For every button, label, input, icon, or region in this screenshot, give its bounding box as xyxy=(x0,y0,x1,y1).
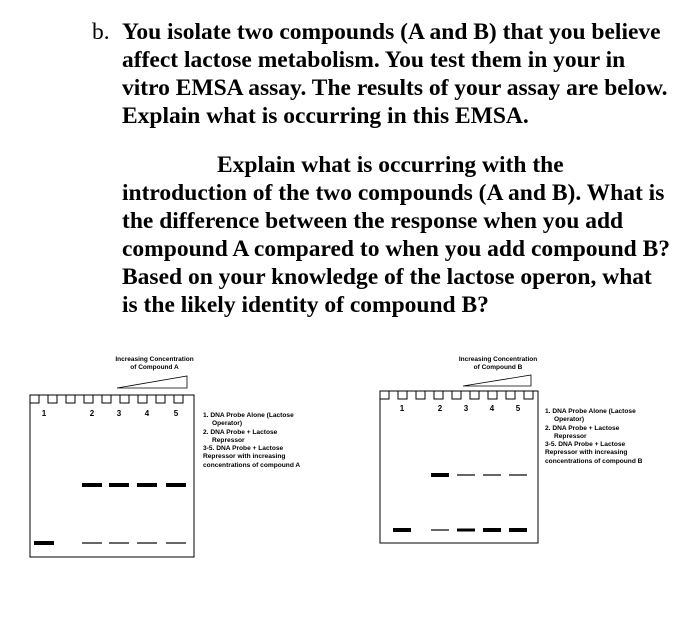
gel-b-lane-number-2: 2 xyxy=(437,404,443,413)
gel-b-free-band-lane-5 xyxy=(509,528,527,532)
gel-b-concentration-wedge xyxy=(463,375,531,386)
gel-b-wells xyxy=(380,391,538,399)
gel-b-shifted-band-lane-3 xyxy=(457,474,475,475)
gel-a-free-band-lane-2 xyxy=(82,542,102,543)
gel-a-lane-number-3: 3 xyxy=(116,409,122,418)
gel-b-lane-number-1: 1 xyxy=(399,404,405,413)
gel-a-legend-item-2: 2. DNA Probe + Lactose xyxy=(203,428,278,436)
gel-a-shifted-band-lane-5 xyxy=(166,483,186,487)
gel-b-legend-item-3: 3-5. DNA Probe + Lactose xyxy=(545,441,626,449)
gel-b-legend-item-1: 1. DNA Probe Alone (Lactose xyxy=(545,408,636,415)
gel-b-free-band-lane-3 xyxy=(457,529,475,532)
gel-b-legend: 1. DNA Probe Alone (Lactose Operator) 2. DNA Probe + Lactose Repressor 3-5. DNA Probe + Lactose Repressor with increasing concentrations of compound B xyxy=(545,408,665,466)
gel-a-concentration-wedge xyxy=(117,376,187,388)
gel-b-lane-number-4: 4 xyxy=(489,404,495,413)
gel-a-free-band-lane-5 xyxy=(166,542,186,543)
gel-a-wells xyxy=(30,395,194,403)
gel-b-legend-item-2: 2. DNA Probe + Lactose xyxy=(545,424,620,432)
question-text-2: Explain what is occurring with the introduction of the two compounds (A and B). What is the difference between the response when you add compound A compared to when you add compound B? Based on your knowledge of the lactose operon, what is the likely identity of compound B? xyxy=(122,152,671,318)
question-text-1: You isolate two compounds (A and B) that you believe affect lactose metabolism. You test them in your in vitro EMSA assay. The results of your assay are below. Explain what is occurring in this EMSA. xyxy=(122,19,668,129)
gel-a-concentration-label: Increasing Concentration of Compound A xyxy=(115,356,194,371)
gel-b-shifted-band-lane-5 xyxy=(509,474,527,475)
gel-b-free-band-lane-4 xyxy=(483,528,501,532)
gel-b-shifted-band-lane-4 xyxy=(483,474,501,475)
gel-b-free-band-lane-1 xyxy=(393,528,411,532)
gel-b-free-band-lane-2 xyxy=(431,529,449,530)
gel-a-shifted-band-lane-4 xyxy=(137,483,157,487)
question-paragraph-1 xyxy=(92,18,672,130)
gel-a-lane-number-4: 4 xyxy=(144,409,150,418)
gel-a-lane-number-5: 5 xyxy=(173,409,179,418)
gel-a-lane-number-1: 1 xyxy=(41,409,47,418)
gel-b-concentration-label: Increasing Concentration of Compound B xyxy=(458,356,538,371)
gel-a-free-band-lane-4 xyxy=(137,542,157,543)
question-paragraph-2 xyxy=(92,151,672,319)
gel-b-frame xyxy=(380,391,538,543)
gel-b-lane-number-5: 5 xyxy=(515,404,521,413)
gel-a-shifted-band-lane-2 xyxy=(82,483,102,487)
gel-a-legend-item-1: 1. DNA Probe Alone (Lactose xyxy=(203,412,294,419)
gel-a-legend: 1. DNA Probe Alone (Lactose Operator) 2. DNA Probe + Lactose Repressor 3-5. DNA Probe + Lactose Repressor with increasing concentrations of compound A xyxy=(203,412,323,470)
question-block xyxy=(92,18,672,319)
gel-a-frame xyxy=(30,395,194,557)
gel-b-lane-number-3: 3 xyxy=(463,404,469,413)
gel-a-legend-item-3: 3-5. DNA Probe + Lactose xyxy=(203,445,284,453)
gel-a-shifted-band-lane-3 xyxy=(109,483,129,487)
gel-a-lane-number-2: 2 xyxy=(89,409,95,418)
gel-a-free-band-lane-1 xyxy=(34,541,54,545)
gel-a-free-band-lane-3 xyxy=(109,542,129,543)
gel-b-shifted-band-lane-2 xyxy=(431,473,449,477)
question-marker: b. xyxy=(92,19,110,45)
